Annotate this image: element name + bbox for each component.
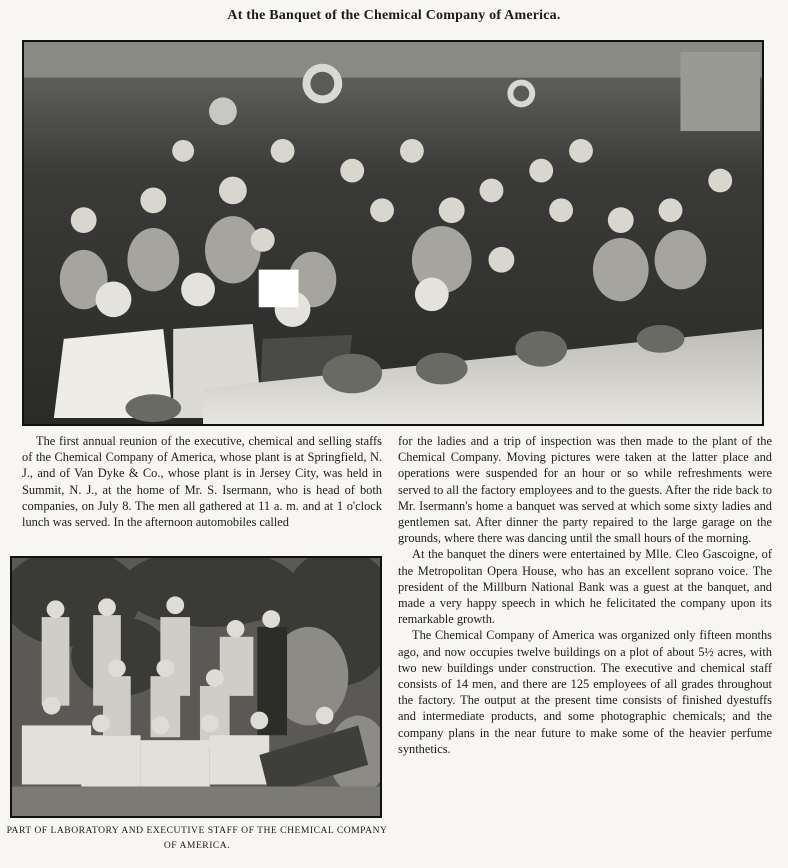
article-title: At the Banquet of the Chemical Company of America. xyxy=(227,8,561,23)
paragraph: The Chemical Company of America was organized only fifteen months ago, and now occupies twelve buildings on a plot of about 5½ acres, with two new buildings under construction. The executive and chemical staff consists of 14 men, and there are 125 employees of all grades throughout the factory. The output at the present time consists of finished dyestuffs and intermediate products, and some photographic chemicals; and the company plans in the near future to make some of the heavier perfume synthetics. xyxy=(398,628,772,756)
banquet-photo-image xyxy=(24,42,762,424)
banquet-photo xyxy=(22,40,764,426)
staff-photo-caption: PART OF LABORATORY AND EXECUTIVE STAFF OF THE CHEMICAL COMPANY OF AMERICA. xyxy=(6,825,388,851)
staff-photo-image xyxy=(12,558,380,816)
article-column-left xyxy=(22,433,382,530)
paragraph: At the banquet the diners were entertained by Mlle. Cleo Gascoigne, of the Metropolitan Opera House, who has an excellent soprano voice. The president of the Millburn National Bank was a guest at the banquet, and made a very happy speech in which he felicitated the company upon its remarkable growth. xyxy=(398,547,772,627)
paragraph: for the ladies and a trip of inspection was then made to the plant of the Chemical Company. Moving pictures were taken at the latter place and operations were suspended for an hour or so while refreshments were served to all the factory employees and to the guests. After the ride back to Mr. Isermann's home a banquet was served at which some sixty ladies and gentlemen sat. After dinner the party repaired to the large garage on the grounds, where there was dancing until the small hours of the morning. xyxy=(398,434,772,546)
article-column-right xyxy=(398,433,772,757)
staff-photo xyxy=(10,556,382,818)
paragraph: The first annual reunion of the executive, chemical and selling staffs of the Chemical Company of America, whose plant is at Springfield, N. J., and of Van Dyke & Co., whose plant is in Jersey City, was held in Summit, N. J., at the home of Mr. S. Isermann, who is head of both companies, on July 8. The men all gathered at 11 a. m. and at 1 o'clock lunch was served. In the afternoon automobiles called xyxy=(22,434,382,530)
